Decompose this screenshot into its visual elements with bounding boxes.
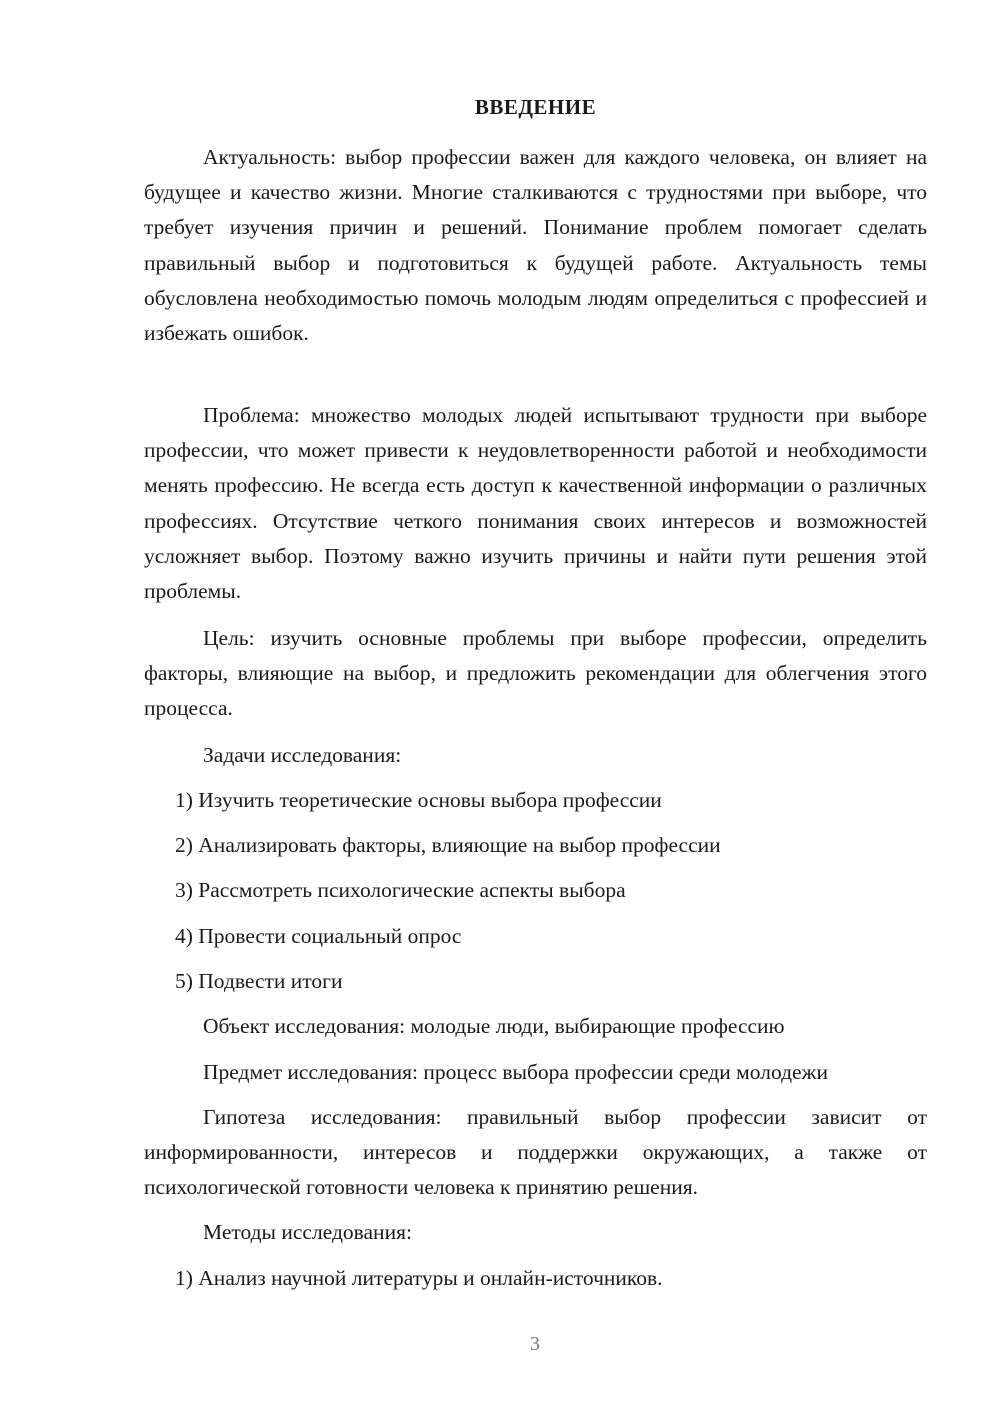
methods-heading: Методы исследования: xyxy=(203,1220,412,1244)
list-item: 2) Анализировать факторы, влияющие на выбор профессии xyxy=(175,833,721,857)
tasks-heading: Задачи исследования: xyxy=(203,743,402,767)
list-item: 5) Подвести итоги xyxy=(175,969,343,993)
list-item: 3) Рассмотреть психологические аспекты выбора xyxy=(175,878,626,902)
problem-paragraph: Проблема: множество молодых людей испытывают трудности при выборе профессии, что может привести к неудовлетворенности работой и необходимости менять профессию. Не всегда есть доступ к качественной информации о различных профессиях. Отсутствие четкого понимания своих интересов и возможностей усложняет выбор. Поэтому важно изучить причины и найти пути решения этой проблемы. xyxy=(144,403,927,604)
research-subject: Предмет исследования: процесс выбора профессии среди молодежи xyxy=(203,1060,828,1084)
list-item: 1) Изучить теоретические основы выбора профессии xyxy=(175,788,662,812)
research-object: Объект исследования: молодые люди, выбирающие профессию xyxy=(203,1014,785,1038)
page-title: ВВЕДЕНИЕ xyxy=(474,95,597,119)
page-number: 3 xyxy=(530,1333,540,1355)
list-item: 1) Анализ научной литературы и онлайн-источников. xyxy=(175,1266,663,1290)
relevance-paragraph: Актуальность: выбор профессии важен для каждого человека, он влияет на будущее и качество жизни. Многие сталкиваются с трудностями при выборе, что требует изучения причин и решений. Понимание проблем помогает сделать правильный выбор и подготовиться к будущей работе. Актуальность темы обусловлена необходимостью помочь молодым людям определиться с профессией и избежать ошибок. xyxy=(144,145,927,346)
hypothesis-paragraph: Гипотеза исследования: правильный выбор профессии зависит от информированности, интересов и поддержки окружающих, а также от психологической готовности человека к принятию решения. xyxy=(144,1105,927,1200)
list-item: 4) Провести социальный опрос xyxy=(175,924,462,948)
goal-paragraph: Цель: изучить основные проблемы при выборе профессии, определить факторы, влияющие на выбор, и предложить рекомендации для облегчения этого процесса. xyxy=(144,626,927,721)
